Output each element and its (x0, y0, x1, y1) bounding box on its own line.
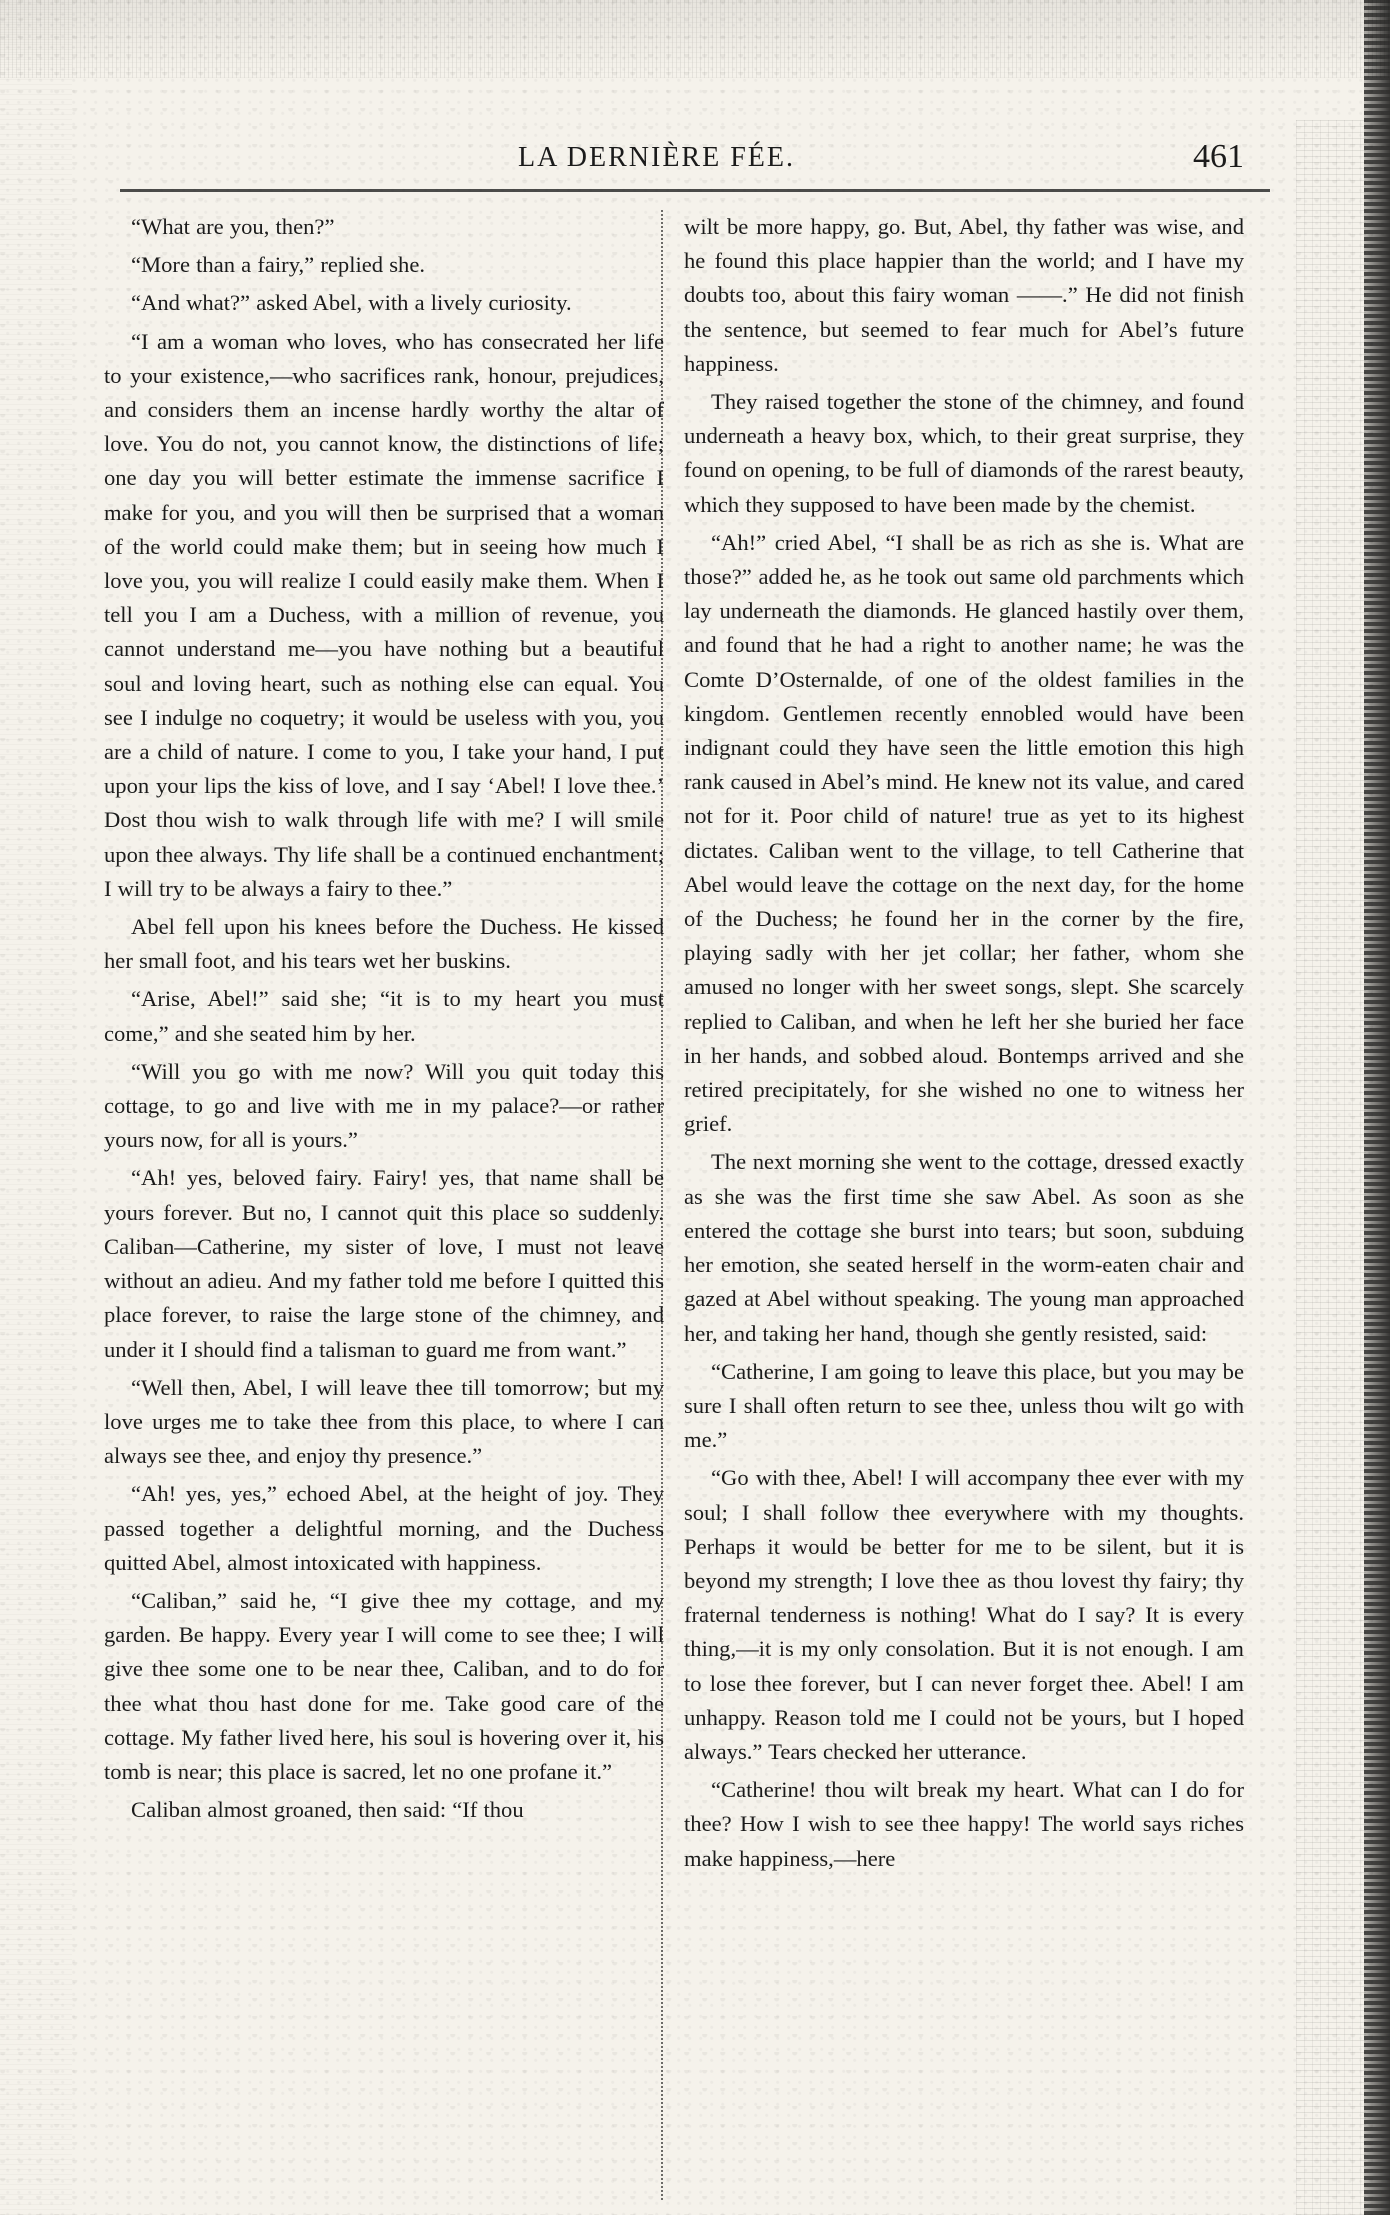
paragraph: “Arise, Abel!” said she; “it is to my heart you must come,” and she seated him by her. (104, 986, 664, 1046)
right-column (684, 210, 1244, 2200)
paragraph: “I am a woman who loves, who has consecrated her life to your existence,—who sacrifices rank, honour, prejudices, and considers them an incense hardly worthy the altar of love. You do not, you cannot know, the distinctions of life; one day you will better estimate the immense sacrifice I make for you, and you will then be surprised that a woman of the world could make them; but in seeing how much I love you, you will realize I could easily make them. When I tell you I am a Duchess, with a million of revenue, you cannot understand me—you have nothing but a beautiful soul and loving heart, such as nothing else can equal. You see I indulge no coquetry; it would be useless with you, you are a child of nature. I come to you, I take your hand, I put upon your lips the kiss of love, and I say ‘Abel! I love thee.’ Dost thou wish to walk through life with me? I will smile upon thee always. Thy life shall be a continued enchantment; I will try to be always a fairy to thee.” (104, 328, 664, 901)
running-title: LA DERNIÈRE FÉE. (518, 142, 795, 173)
paragraph: “More than a fairy,” replied she. (131, 252, 425, 278)
paragraph: Caliban almost groaned, then said: “If thou (131, 1797, 524, 1823)
paragraph: “Will you go with me now? Will you quit today this cottage, to go and live with me in my palace?—or rather yours now, for all is yours.” (104, 1058, 664, 1153)
scan-noise-right (1296, 120, 1366, 2215)
paragraph: “Ah! yes, yes,” echoed Abel, at the height of joy. They passed together a delightful morning, and the Duchess quitted Abel, almost intoxicated with happiness. (104, 1481, 664, 1575)
page-header (100, 138, 1270, 182)
paragraph: “Catherine! thou wilt break my heart. What can I do for thee? How I wish to see thee happy! The world says riches make happiness,—here (684, 1777, 1244, 1871)
paragraph: Abel fell upon his knees before the Duchess. He kissed her small foot, and his tears wet her buskins. (104, 914, 664, 974)
paragraph: wilt be more happy, go. But, Abel, thy father was wise, and he found this place happier than the world; and I have my doubts too, about this fairy woman ——.” He did not finish the sentence, but seemed to fear much for Abel’s future happiness. (684, 214, 1244, 376)
dark-page-edge (1364, 0, 1390, 2215)
paragraph: “Caliban,” said he, “I give thee my cottage, and my garden. Be happy. Every year I will come to see thee; I will give thee some one to be near thee, Caliban, and to do for thee what thou hast done for me. Take good care of the cottage. My father lived here, his soul is hovering over it, his tomb is near; this place is sacred, let no one profane it.” (104, 1587, 664, 1784)
paragraph: “Catherine, I am going to leave this place, but you may be sure I shall often return to see thee, unless thou wilt go with me.” (684, 1358, 1244, 1453)
paragraph: “Ah! yes, beloved fairy. Fairy! yes, that name shall be yours forever. But no, I cannot quit this place so suddenly. Caliban—Catherine, my sister of love, I must not leave without an adieu. And my father told me before I quitted this place forever, to raise the large stone of the chimney, and under it I should find a talisman to guard me from want.” (104, 1165, 664, 1362)
page-number: 461 (1193, 138, 1244, 175)
paragraph: The next morning she went to the cottage, dressed exactly as she was the first time she saw Abel. As soon as she entered the cottage she burst into tears; but soon, subduing her emotion, she seated herself in the worm-eaten chair and gazed at Abel without speaking. The young man approached her, and taking her hand, though she gently resisted, said: (684, 1149, 1244, 1346)
scan-noise-left (0, 0, 72, 2215)
column-divider (661, 210, 663, 2200)
paragraph: “What are you, then?” (131, 214, 335, 239)
scan-noise-top (0, 0, 1390, 78)
paragraph: “Ah!” cried Abel, “I shall be as rich as she is. What are those?” added he, as he took out same old parchments which lay underneath the diamonds. He glanced hastily over them, and found that he had a right to another name; he was the Comte D’Osternalde, of one of the oldest families in the kingdom. Gentlemen recently ennobled would have been indignant could they have seen the little emotion this high rank caused in Abel’s mind. He knew not its value, and cared not for it. Poor child of nature! true as yet to its highest dictates. Caliban went to the village, to tell Catherine that Abel would leave the cottage on the next day, for the home of the Duchess; he found her in the corner by the fire, playing sadly with her jet collar; her father, whom she amused no longer with her sweet songs, slept. She scarcely replied to Caliban, and when he left her she buried her face in her hands, and sobbed aloud. Bontemps arrived and she retired precipitately, for she wished no one to witness her grief. (684, 529, 1244, 1137)
left-column (104, 210, 664, 2200)
paragraph: “Well then, Abel, I will leave thee till tomorrow; but my love urges me to take thee from this place, to where I can always see thee, and enjoy thy presence.” (104, 1374, 664, 1469)
header-rule (120, 189, 1270, 192)
paragraph: They raised together the stone of the chimney, and found underneath a heavy box, which, to their great surprise, they found on opening, to be full of diamonds of the rarest beauty, which they supposed to have been made by the chemist. (684, 389, 1244, 517)
paragraph: “And what?” asked Abel, with a lively curiosity. (131, 290, 572, 316)
paragraph: “Go with thee, Abel! I will accompany thee ever with my soul; I shall follow thee everywhere with my thoughts. Perhaps it would be better for me to be silent, but it is beyond my strength; I love thee as thou lovest thy fairy; thy fraternal tenderness is nothing! What do I say? It is every thing,—it is my only consolation. But it is not enough. I am to lose thee forever, but I can never forget thee. Abel! I am unhappy. Reason told me I could not be yours, but I hoped always.” Tears checked her utterance. (684, 1465, 1244, 1764)
